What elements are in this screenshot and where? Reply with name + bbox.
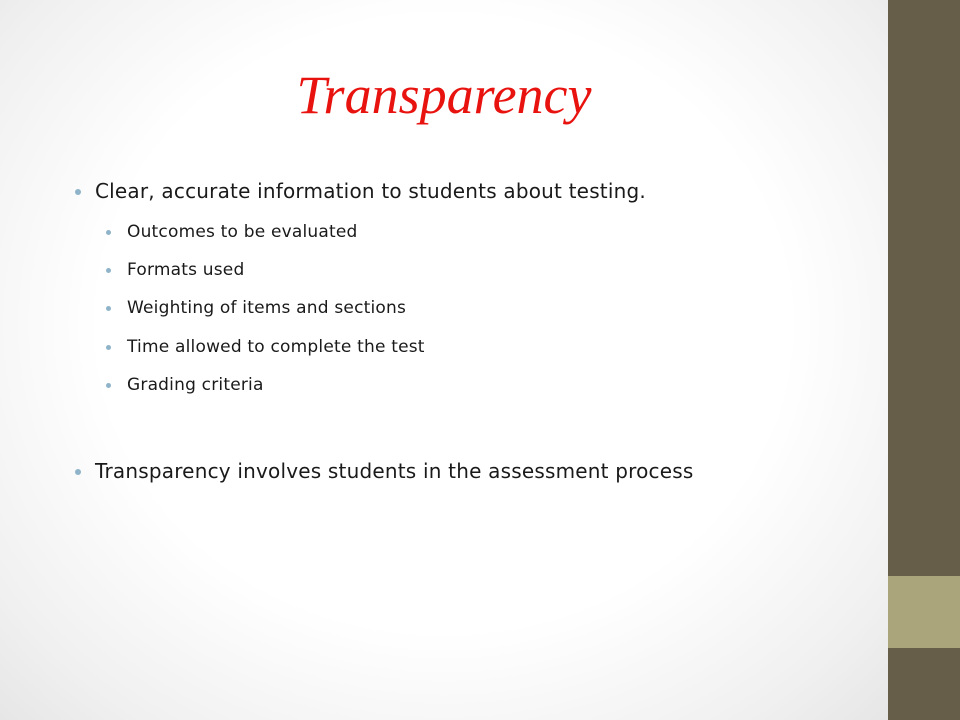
sub-bullet-text: Weighting of items and sections	[127, 298, 407, 318]
decorative-side-bar	[888, 0, 960, 720]
bullet-dot-icon	[106, 268, 111, 273]
bullet-dot-icon	[106, 345, 111, 350]
bullet-dot-icon	[75, 469, 81, 475]
sub-bullet-text: Outcomes to be evaluated	[127, 222, 358, 242]
sub-bullet-text: Formats used	[127, 260, 245, 280]
side-bar-accent-segment	[888, 576, 960, 648]
bullet-dot-icon	[106, 306, 111, 311]
side-bar-top-segment	[888, 0, 960, 576]
bullet-text: Clear, accurate information to students about testing.	[95, 179, 646, 203]
sub-bullet-item	[127, 336, 425, 358]
sub-bullet-text: Grading criteria	[127, 375, 264, 395]
bullet-item	[95, 178, 646, 204]
bullet-dot-icon	[106, 383, 111, 388]
sub-bullet-text: Time allowed to complete the test	[127, 337, 425, 357]
sub-bullet-item	[127, 259, 244, 281]
bullet-item	[95, 458, 694, 484]
sub-bullet-item	[127, 221, 358, 243]
side-bar-bottom-segment	[888, 648, 960, 720]
sub-bullet-item	[127, 297, 406, 319]
bullet-dot-icon	[75, 189, 81, 195]
bullet-dot-icon	[106, 230, 111, 235]
sub-bullet-item	[127, 374, 264, 396]
bullet-text: Transparency involves students in the assessment process	[95, 459, 694, 483]
slide-title: Transparency	[296, 65, 592, 125]
